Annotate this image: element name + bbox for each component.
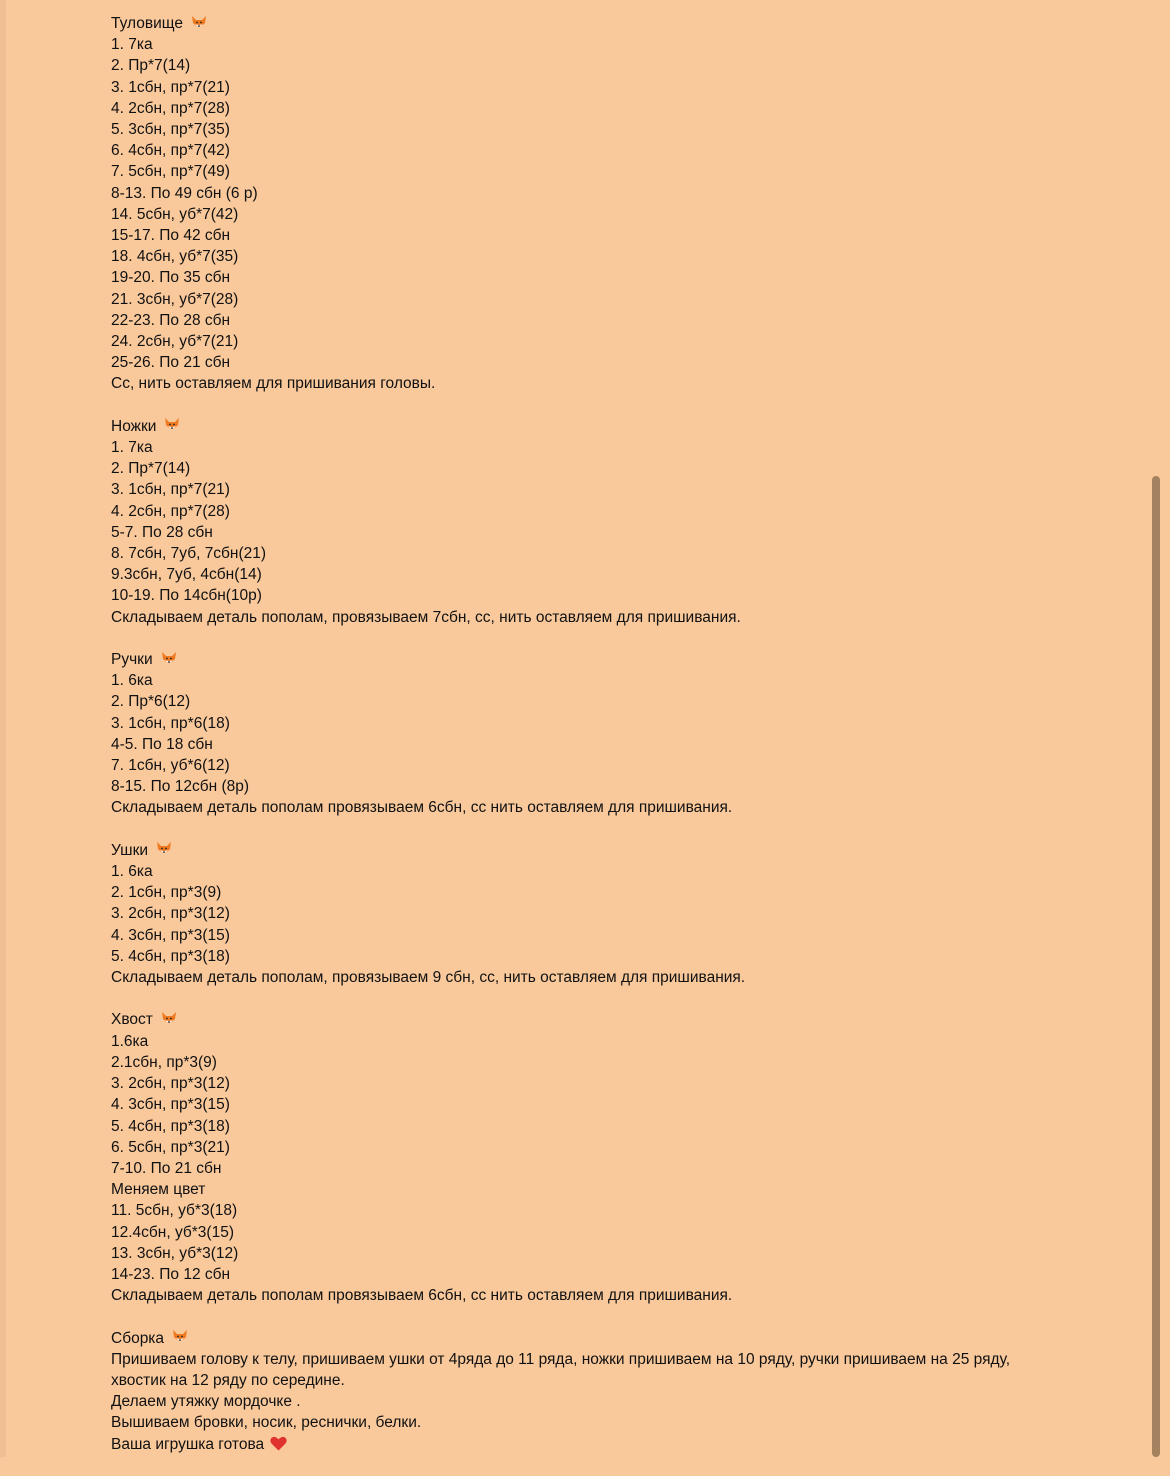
row-line: 3. 1сбн, пр*7(21) xyxy=(111,481,230,499)
row-line: 7. 5сбн, пр*7(49) xyxy=(111,163,230,181)
row-line: Вышиваем бровки, носик, реснички, белки. xyxy=(111,1414,422,1432)
section-tail xyxy=(111,1009,1111,1306)
fox-icon xyxy=(164,417,180,433)
row-line: 2. 1сбн, пр*3(9) xyxy=(111,884,222,902)
row-line: 7-10. По 21 сбн xyxy=(111,1159,222,1177)
row-line: 3. 1сбн, пр*6(18) xyxy=(111,714,230,732)
section-title: Ножки xyxy=(111,416,1111,437)
row-line: Складываем деталь пополам, провязываем 9 сбн, сс, нить оставляем для пришивания. xyxy=(111,969,746,987)
section-title: Ручки xyxy=(111,649,1111,670)
final-line: Ваша игрушка готова xyxy=(111,1434,1111,1455)
row-line: 1. 7ка xyxy=(111,439,153,457)
row-line: 4. 2сбн, пр*7(28) xyxy=(111,99,230,117)
row-line: 5. 3сбн, пр*7(35) xyxy=(111,121,230,139)
row-line: 3. 2сбн, пр*3(12) xyxy=(111,1075,230,1093)
row-line: 8-15. По 12сбн (8р) xyxy=(111,778,250,796)
row-line: Сс, нить оставляем для пришивания головы. xyxy=(111,375,436,393)
row-line: 3. 2сбн, пр*3(12) xyxy=(111,905,230,923)
row-line: 4. 2сбн, пр*7(28) xyxy=(111,502,230,520)
fox-icon xyxy=(156,841,172,857)
section-title: Туловище xyxy=(111,13,1111,34)
row-line: 2. Пр*7(14) xyxy=(111,57,191,75)
row-line: 18. 4сбн, уб*7(35) xyxy=(111,248,239,266)
row-line: 21. 3сбн, уб*7(28) xyxy=(111,290,239,308)
document-body xyxy=(111,13,1111,1476)
row-line: 14-23. По 12 сбн xyxy=(111,1265,231,1283)
row-line: 7. 1сбн, уб*6(12) xyxy=(111,757,230,775)
row-line: 15-17. По 42 сбн xyxy=(111,227,231,245)
section-title: Ушки xyxy=(111,840,1111,861)
row-line: 2. Пр*7(14) xyxy=(111,460,191,478)
row-line: 4-5. По 18 сбн xyxy=(111,735,213,753)
section-ears xyxy=(111,840,1111,988)
row-line: 4. 3сбн, пр*3(15) xyxy=(111,1096,230,1114)
row-line: 10-19. По 14сбн(10р) xyxy=(111,587,262,605)
left-edge xyxy=(0,0,6,1457)
section-legs xyxy=(111,416,1111,628)
row-line: 24. 2сбн, уб*7(21) xyxy=(111,333,239,351)
row-line: Складываем деталь пополам провязываем 6сбн, сс нить оставляем для пришивания. xyxy=(111,799,733,817)
row-line: Меняем цвет xyxy=(111,1181,206,1199)
row-line: 8-13. По 49 сбн (6 р) xyxy=(111,184,258,202)
row-line: Складываем деталь пополам провязываем 6сбн, сс нить оставляем для пришивания. xyxy=(111,1287,733,1305)
row-line: 13. 3сбн, уб*3(12) xyxy=(111,1244,239,1262)
row-line: Делаем утяжку мордочке . xyxy=(111,1393,301,1411)
heart-icon xyxy=(270,1436,287,1451)
fox-icon xyxy=(191,15,207,31)
section-arms xyxy=(111,649,1111,819)
row-line: 5-7. По 28 сбн xyxy=(111,523,213,541)
row-line: 2.1сбн, пр*3(9) xyxy=(111,1053,217,1071)
row-line: 5. 4сбн, пр*3(18) xyxy=(111,947,230,965)
row-line: 1. 6ка xyxy=(111,672,153,690)
fox-icon xyxy=(172,1329,188,1345)
row-line: 25-26. По 21 сбн xyxy=(111,354,231,372)
section-body xyxy=(111,13,1111,395)
row-line: 5. 4сбн, пр*3(18) xyxy=(111,1117,230,1135)
row-line: 8. 7сбн, 7уб, 7сбн(21) xyxy=(111,545,267,563)
row-line: 19-20. По 35 сбн xyxy=(111,269,231,287)
row-line: 3. 1сбн, пр*7(21) xyxy=(111,78,230,96)
section-title: Сборка xyxy=(111,1328,1111,1349)
row-line: 2. Пр*6(12) xyxy=(111,693,191,711)
section-assembly xyxy=(111,1328,1111,1455)
scrollbar-thumb[interactable] xyxy=(1152,476,1160,1457)
row-line: 22-23. По 28 сбн xyxy=(111,311,231,329)
row-line: 12.4сбн, уб*3(15) xyxy=(111,1223,234,1241)
fox-icon xyxy=(161,1011,177,1027)
row-line: 1. 6ка xyxy=(111,863,153,881)
row-line: 14. 5сбн, уб*7(42) xyxy=(111,205,239,223)
row-line: хвостик на 12 ряду по середине. xyxy=(111,1371,345,1389)
row-line: Складываем деталь пополам, провязываем 7сбн, сс, нить оставляем для пришивания. xyxy=(111,608,741,626)
row-line: 6. 4сбн, пр*7(42) xyxy=(111,142,230,160)
row-line: 1. 7ка xyxy=(111,36,153,54)
row-line: 4. 3сбн, пр*3(15) xyxy=(111,926,230,944)
row-line: 11. 5сбн, уб*3(18) xyxy=(111,1202,238,1220)
row-line: Пришиваем голову к телу, пришиваем ушки от 4ряда до 11 ряда, ножки пришиваем на 10 ряду, ручки пришиваем на 25 ряду, xyxy=(111,1350,1011,1368)
row-line: 6. 5сбн, пр*3(21) xyxy=(111,1138,230,1156)
row-line: 9.3сбн, 7уб, 4сбн(14) xyxy=(111,566,262,584)
section-title: Хвост xyxy=(111,1009,1111,1030)
row-line: 1.6ка xyxy=(111,1032,149,1050)
fox-icon xyxy=(161,651,177,667)
